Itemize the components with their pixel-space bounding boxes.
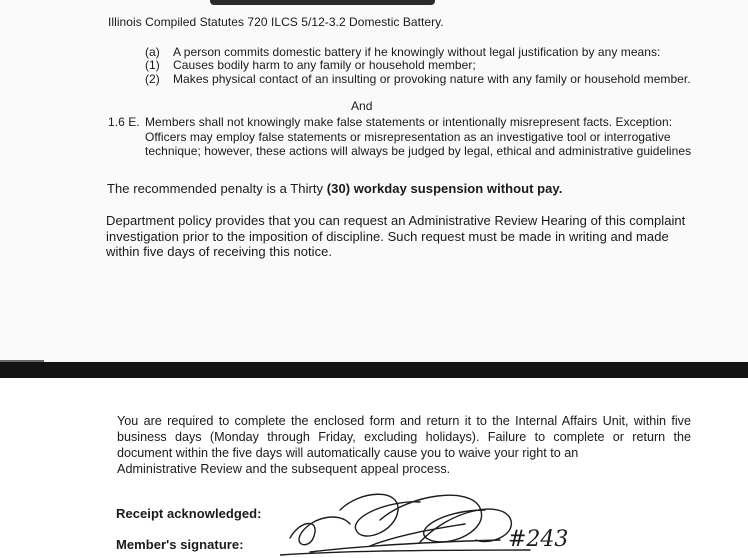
penalty-emphasis: (30) workday suspension without pay. bbox=[326, 181, 563, 196]
instruction-line: document within the five days will automatically cause you to waive your right to an bbox=[117, 446, 579, 460]
instruction-paragraph bbox=[117, 413, 691, 461]
page-divider bbox=[0, 362, 748, 378]
statute-item-marker: (2) bbox=[145, 72, 160, 86]
statute-item-text: Causes bodily harm to any family or household member; bbox=[173, 58, 476, 72]
rule-line: technique; however, these actions will always be judged by legal, ethical and administrative guidelines bbox=[145, 144, 692, 158]
statute-item-text: A person commits domestic battery if he knowingly without legal justification by any means: bbox=[173, 45, 661, 59]
statute-item-marker: (1) bbox=[145, 58, 160, 72]
penalty-prefix: The recommended penalty is a Thirty bbox=[107, 181, 327, 196]
review-line: within five days of receiving this notice. bbox=[106, 244, 333, 259]
review-line: investigation prior to the imposition of discipline. Such request must be made in writing and made bbox=[106, 229, 669, 244]
statute-item-text: Makes physical contact of an insulting or provoking nature with any family or household member. bbox=[173, 72, 691, 86]
rule-number: 1.6 E. bbox=[108, 115, 140, 129]
rule-line: Members shall not knowingly make false statements or intentionally misrepresent facts. Exception: bbox=[145, 115, 673, 129]
instruction-line: business days (Monday through Friday, excluding holidays). Failure to complete or return the bbox=[117, 430, 691, 444]
statute-conjunction: And bbox=[351, 99, 373, 113]
instruction-last-line: Administrative Review and the subsequent appeal process. bbox=[117, 462, 451, 476]
member-signature-label: Member's signature: bbox=[116, 537, 244, 552]
receipt-acknowledged-label: Receipt acknowledged: bbox=[116, 506, 262, 521]
penalty-statement bbox=[107, 181, 562, 197]
signature-badge-number: #243 bbox=[508, 527, 569, 552]
instruction-line: You are required to complete the enclosed form and return it to the Internal Affairs Unit, within five bbox=[117, 414, 691, 428]
statute-item-marker: (a) bbox=[145, 45, 160, 59]
review-line: Department policy provides that you can request an Administrative Review Hearing of this complaint bbox=[106, 213, 686, 228]
page-edge-shadow bbox=[210, 0, 435, 5]
handwritten-signature bbox=[280, 480, 600, 558]
rule-line: Officers may employ false statements or misrepresentation as an investigative tool or interrogative bbox=[145, 130, 671, 144]
statute-heading: Illinois Compiled Statutes 720 ILCS 5/12-3.2 Domestic Battery. bbox=[108, 15, 444, 29]
